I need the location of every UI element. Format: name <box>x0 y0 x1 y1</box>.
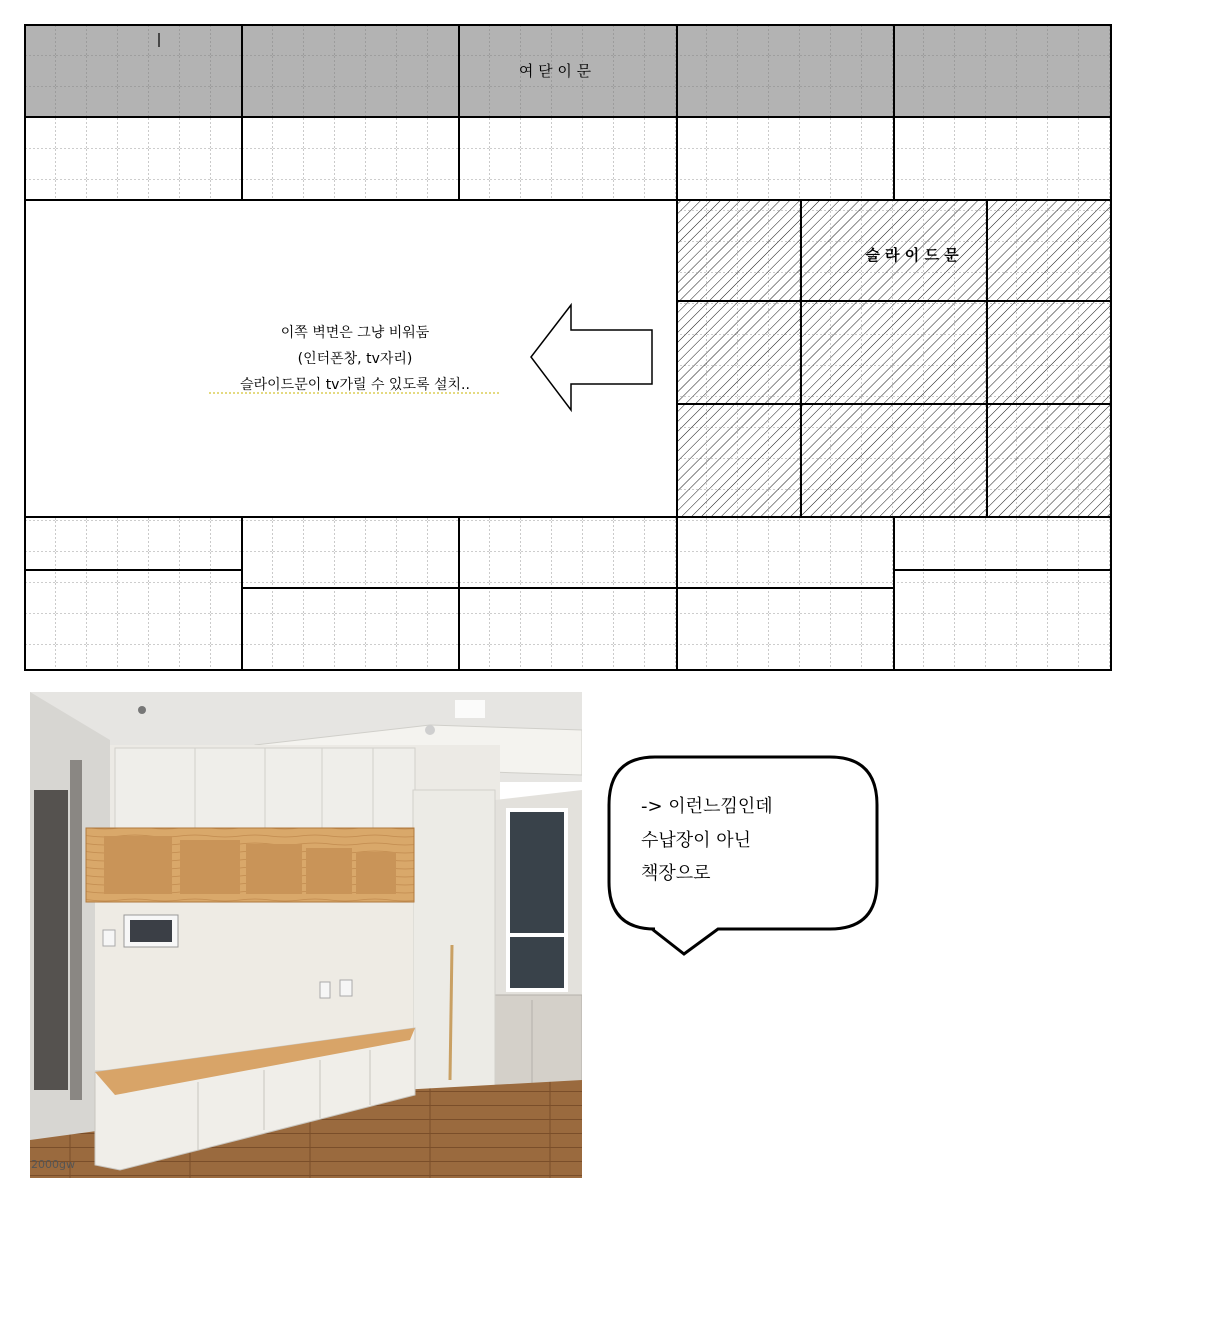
room-photo <box>30 692 582 1178</box>
note-line-3: 슬라이드문이 tv가릴 수 있도록 설치.. <box>240 377 470 393</box>
grid-bottom <box>25 517 1111 670</box>
note-line-2: (인터폰창, tv자리) <box>297 351 413 367</box>
speech-bubble <box>609 757 877 954</box>
hinged-door-label: 여 닫 이 문 <box>518 62 592 80</box>
photo-watermark: 2000gw <box>31 1158 75 1171</box>
bubble-line-3: 책장으로 <box>641 863 711 884</box>
note-line-1: 이쪽 벽면은 그냥 비워둠 <box>280 325 430 341</box>
bubble-shape <box>609 757 877 954</box>
bubble-line-1: -> 이런느낌인데 <box>641 796 773 817</box>
floor-plan <box>25 25 1111 670</box>
sliding-door-label: 슬 라 이 드 문 <box>865 246 959 264</box>
bubble-line-2: 수납장이 아닌 <box>641 830 752 851</box>
left-arrow-icon <box>531 305 652 410</box>
grid-top <box>25 25 1111 200</box>
